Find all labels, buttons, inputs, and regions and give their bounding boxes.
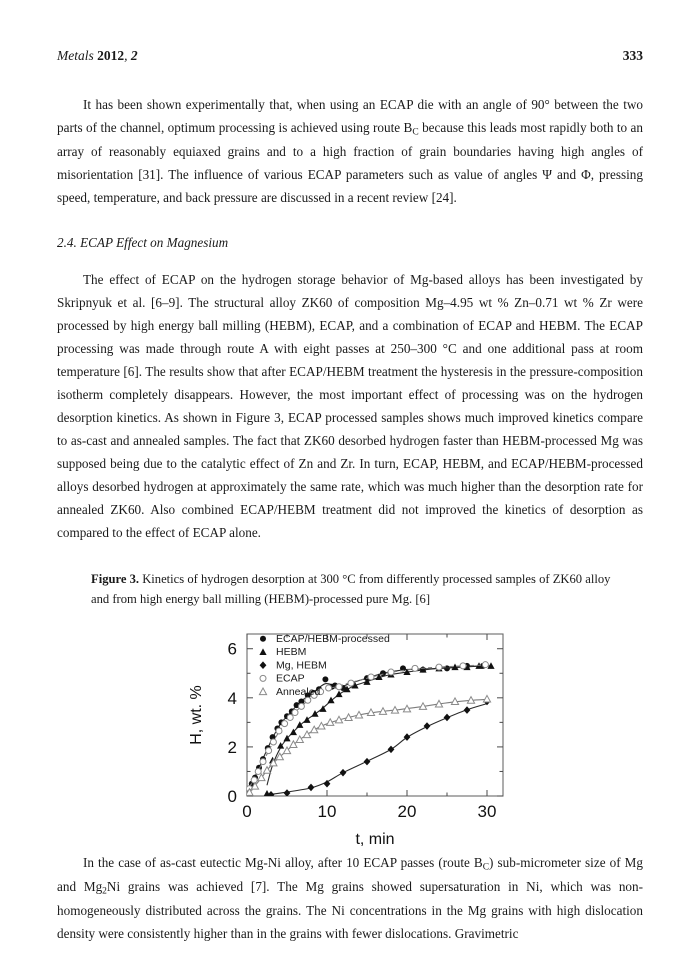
x-tick-label: 10	[317, 801, 337, 821]
y-tick-label: 0	[227, 786, 237, 806]
data-point-open-circle	[412, 665, 418, 671]
legend-label: HEBM	[276, 645, 307, 658]
data-point-filled-diamond	[404, 733, 411, 741]
data-point-filled-triangle	[311, 710, 318, 717]
data-point-open-triangle	[296, 736, 303, 743]
data-point-open-circle	[482, 661, 488, 667]
data-point-open-triangle	[311, 726, 318, 733]
data-point-open-triangle	[318, 722, 325, 729]
legend-marker-filled-diamond	[260, 661, 267, 669]
closing-subscript-2: 2	[102, 886, 107, 897]
data-point-open-circle	[298, 703, 304, 709]
legend-label: ECAP/HEBM-processed	[276, 632, 390, 645]
figure-label: Figure 3.	[91, 571, 140, 586]
closing-subscript-c: C	[482, 862, 490, 873]
data-point-filled-diamond	[424, 722, 431, 730]
figure-image-wrap	[57, 624, 643, 852]
running-head	[57, 48, 643, 64]
data-point-open-triangle	[259, 688, 266, 695]
legend-label: ECAP	[276, 672, 305, 685]
legend-marker-filled-circle	[260, 635, 266, 641]
data-point-filled-diamond	[260, 661, 267, 669]
y-tick-label: 6	[227, 639, 237, 659]
data-point-open-circle	[255, 768, 261, 774]
data-point-filled-circle	[260, 635, 266, 641]
data-point-open-circle	[388, 669, 394, 675]
data-point-open-circle	[260, 758, 266, 764]
data-point-open-triangle	[483, 695, 490, 702]
paragraph-intro	[57, 94, 643, 210]
legend-marker-open-circle	[260, 675, 266, 681]
journal-name: Metals	[57, 48, 94, 63]
data-point-filled-diamond	[340, 768, 347, 776]
data-point-open-circle	[460, 662, 466, 668]
data-point-open-circle	[287, 714, 293, 720]
x-axis-label: t, min	[355, 830, 395, 848]
data-point-filled-triangle	[296, 721, 303, 728]
legend-label: Mg, HEBM	[276, 658, 327, 671]
page-number: 333	[622, 48, 643, 63]
legend-marker-filled-triangle	[259, 648, 266, 655]
x-tick-label: 20	[397, 801, 417, 821]
legend-label: Annealed	[276, 685, 321, 698]
data-point-open-circle	[270, 739, 276, 745]
data-point-filled-diamond	[444, 713, 451, 721]
legend-marker-open-triangle	[259, 688, 266, 695]
data-point-open-circle	[260, 675, 266, 681]
x-tick-label: 0	[242, 801, 252, 821]
paragraph-ecap-magnesium: The effect of ECAP on the hydrogen storage behavior of Mg-based alloys has been investigated by Skripnyuk et al. [6–9]. The structural alloy ZK60 of composition Mg–4.95 wt % Zn–0.71 wt % Zr were processed by high energy ball milling (HEBM), ECAP, and a combination of ECAP and HEBM. The ECAP processing was made through route A with eight passes at 250–300 °C and one additional pass at room temperature [6]. The results show that after ECAP/HEBM treatment the hysteresis in the pressure-composition isotherm completely disappears. However, the most important effect of processing was on the hydrogen desorption kinetics. As shown in Figure 3, ECAP processed samples shows much improved kinetics compare to as-cast and annealed samples. The fact that ZK60 desorbed hydrogen faster than HEBM-processed Mg was supposed being due to the catalytic effect of Zn and Zr. In turn, ECAP, HEBM, and ECAP/HEBM-processed alloys desorbed hydrogen at approximately the same rate, which was much higher than the desorption rate for annealed ZK60. Also combined ECAP/HEBM treatment did not improved the kinetics of desorption as compared to the effect of ECAP alone.	[57, 272, 643, 540]
data-point-filled-triangle	[327, 696, 334, 703]
data-point-open-circle	[436, 664, 442, 670]
paragraph-closing	[57, 852, 643, 946]
journal-citation	[57, 48, 138, 64]
figure-3	[57, 569, 643, 852]
figure-caption	[91, 569, 611, 610]
data-point-open-circle	[348, 680, 354, 686]
y-axis-label: H, wt. %	[188, 684, 205, 745]
chart-legend	[259, 633, 390, 698]
series-mg-hebm	[268, 697, 491, 798]
citation-comma: ,	[124, 48, 131, 63]
data-point-open-triangle	[290, 740, 297, 747]
data-point-filled-diamond	[388, 745, 395, 753]
journal-year: 2012	[97, 48, 125, 63]
data-point-filled-triangle	[259, 648, 266, 655]
data-point-filled-diamond	[464, 706, 471, 714]
y-tick-label: 4	[227, 688, 237, 708]
intro-subscript: C	[412, 127, 419, 138]
data-point-filled-diamond	[364, 757, 371, 765]
data-point-open-circle	[326, 685, 332, 691]
chart-svg	[185, 624, 515, 852]
journal-volume: 2	[130, 48, 138, 63]
closing-text-b: ) sub-micrometer size of Mg and Mg	[57, 854, 643, 894]
data-point-open-circle	[276, 728, 282, 734]
data-point-filled-triangle	[335, 690, 342, 697]
series-line	[271, 703, 487, 794]
data-point-filled-circle	[322, 676, 328, 682]
data-point-filled-diamond	[268, 791, 275, 799]
data-point-open-circle	[292, 709, 298, 715]
closing-text-a: In the case of as-cast eutectic Mg-Ni alloy, after 10 ECAP passes (route B	[83, 854, 483, 870]
data-point-open-circle	[266, 747, 272, 753]
kinetics-chart	[185, 624, 515, 852]
page-content	[57, 48, 643, 946]
data-point-open-triangle	[303, 731, 310, 738]
closing-text-c: Ni grains was achieved [7]. The Mg grains showed supersaturation in Ni, which was non-homogeneously distributed across the grains. The Ni concentrations in the Mg grains with high dislocation density were consistently higher than in the grains with fewer dislocations. Gravimetric	[57, 878, 643, 941]
data-point-open-circle	[336, 683, 342, 689]
data-point-open-circle	[368, 674, 374, 680]
section-heading-2-4: 2.4. ECAP Effect on Magnesium	[57, 235, 229, 251]
data-point-open-circle	[282, 720, 288, 726]
data-point-filled-diamond	[308, 783, 315, 791]
intro-text-a: It has been shown experimentally that, when using an ECAP die with an angle of 90° between the two parts of the channel, optimum processing is achieved using route B	[57, 97, 643, 135]
data-point-open-circle	[251, 777, 257, 783]
x-tick-label: 30	[477, 801, 497, 821]
figure-caption-text: Kinetics of hydrogen desorption at 300 °C from differently processed samples of ZK60 alloy and from high energy ball milling (HEBM)-processed pure Mg. [6]	[91, 571, 611, 607]
data-point-open-circle	[305, 697, 311, 703]
y-tick-label: 2	[227, 737, 237, 757]
intro-text-b: because this leads most rapidly both to an array of reasonably equiaxed grains and to a high fraction of grain boundaries having high angles of misorientation [31]. The influence of various ECAP parameters such as value of angles Ψ and Φ, pressing speed, temperature, and back pressure are discussed in a recent review [24].	[57, 119, 643, 206]
